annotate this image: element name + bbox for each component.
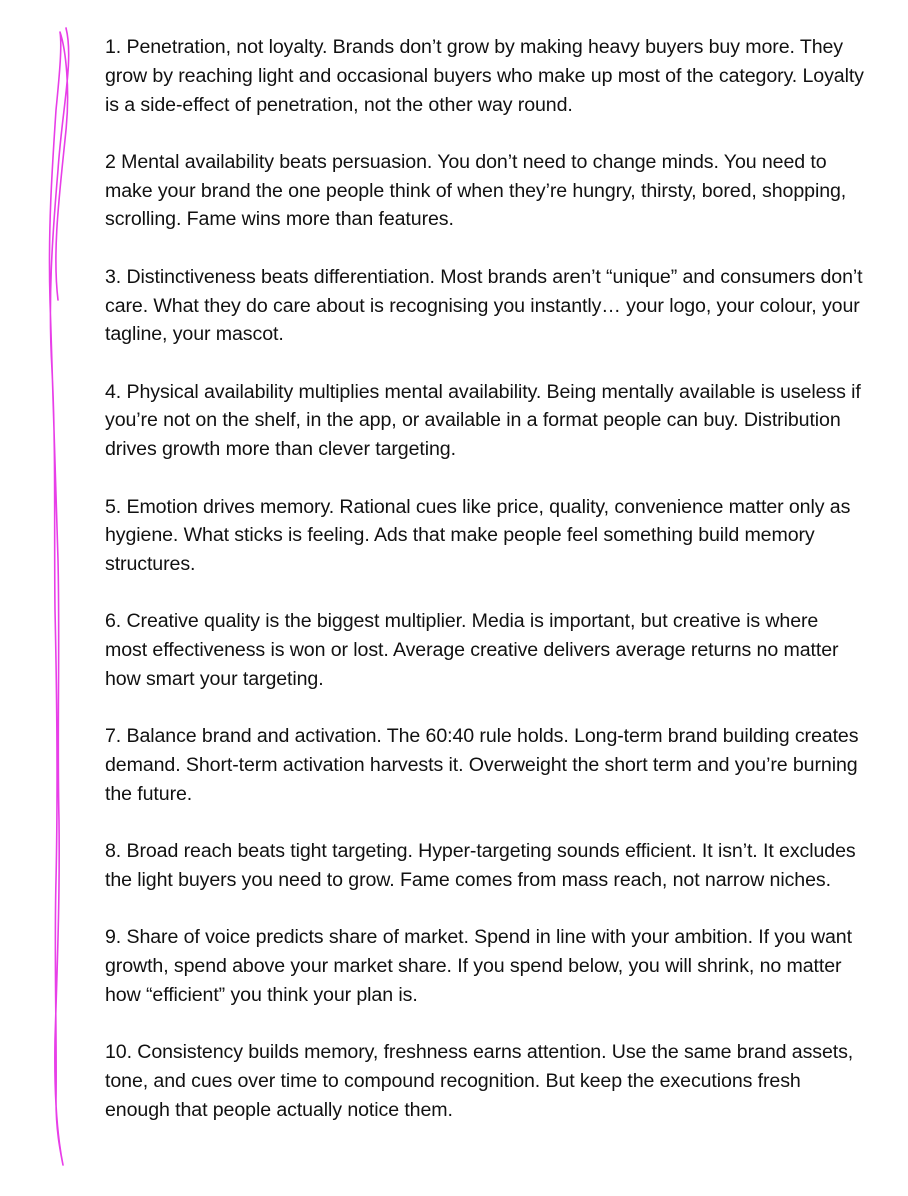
principle-paragraph: 5. Emotion drives memory. Rational cues like price, quality, convenience matter only as hygiene. What sticks is feeling. Ads that make people feel something build memory structures. (105, 495, 851, 576)
principles-list (105, 33, 865, 1153)
principle-paragraph: 6. Creative quality is the biggest multiplier. Media is important, but creative is where most effectiveness is won or lost. Average creative delivers average returns no matter how smart your targeting. (105, 610, 839, 691)
principle-paragraph: 7. Balance brand and activation. The 60:40 rule holds. Long-term brand building creates demand. Short-term activation harvests it. Overweight the short term and you’re burning the future. (105, 725, 859, 805)
principle-paragraph: 3. Distinctiveness beats differentiation. Most brands aren’t “unique” and consumers don’t care. What they do care about is recognising you instantly… your logo, your colour, your tagline, your mascot. (105, 265, 863, 346)
handdrawn-margin-line (0, 0, 120, 1196)
principle-paragraph: 2 Mental availability beats persuasion. You don’t need to change minds. You need to make your brand the one people think of when they’re hungry, thirsty, bored, shopping, scrolling. Fame wins more than features. (105, 150, 847, 231)
principle-paragraph: 1. Penetration, not loyalty. Brands don’t grow by making heavy buyers buy more. They grow by reaching light and occasional buyers who make up most of the category. Loyalty is a side-effect of penetration, not the other way round. (105, 36, 864, 116)
margin-stroke (49, 28, 68, 1165)
principle-paragraph: 9. Share of voice predicts share of market. Spend in line with your ambition. If you want growth, spend above your market share. If you spend below, you will shrink, no matter how “efficient” you think your plan is. (105, 926, 852, 1006)
principle-paragraph: 10. Consistency builds memory, freshness earns attention. Use the same brand assets, tone, and cues over time to compound recognition. But keep the executions fresh enough that people actually notice them. (105, 1041, 854, 1121)
principle-paragraph: 4. Physical availability multiplies mental availability. Being mentally available is useless if you’re not on the shelf, in the app, or available in a format people can buy. Distribution drives growth more than clever targeting. (105, 380, 861, 461)
principle-paragraph: 8. Broad reach beats tight targeting. Hyper-targeting sounds efficient. It isn’t. It excludes the light buyers you need to grow. Fame comes from mass reach, not narrow niches. (105, 840, 856, 892)
